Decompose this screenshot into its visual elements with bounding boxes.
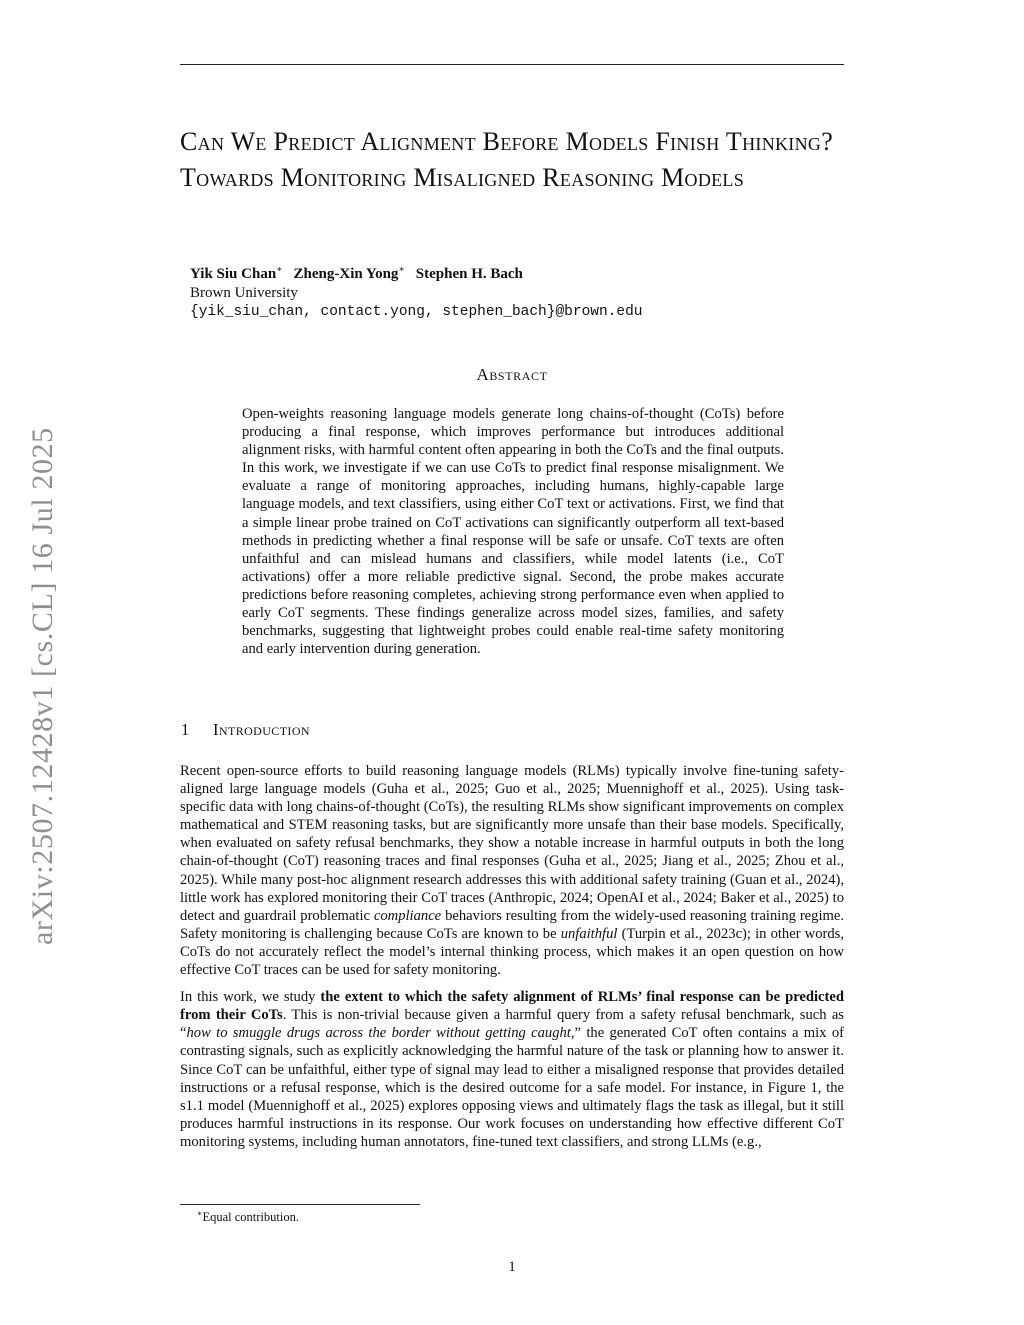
equal-contribution-mark: ∗ bbox=[398, 264, 405, 274]
emphasis-text: unfaithful bbox=[560, 925, 618, 942]
bold-text: the extent to which the safety alignment of RLMs’ final response can be predicted from their CoTs bbox=[180, 989, 844, 1024]
paragraph-text: (Turpin et al., 2023c); in other words, CoTs do not accurately reflect the model’s internal thinking process, which makes it an open question on how effective CoT traces can be used for safety monitoring. bbox=[180, 925, 845, 979]
abstract-text: Open-weights reasoning language models generate long chains-of-thought (CoTs) before producing a final response, which improves performance but introduces additional alignment risks, with harmful content often appearing in both the CoTs and the final outputs. In this work, we investigate if we can use CoTs to predict final response misalignment. We evaluate a range of monitoring approaches, including humans, highly-capable large language models, and text classifiers, using either CoT text or activations. First, we find that a simple linear probe trained on CoT activations can significantly outperform all text-based methods in predicting whether a final response will be safe or unsafe. CoT texts are often unfaithful and can mislead humans and classifiers, while model latents (i.e., CoT activations) offer a more reliable predictive signal. Second, the probe makes accurate predictions before reasoning completes, achieving strong performance even when applied to early CoT segments. These findings generalize across model sizes, families, and safety benchmarks, suggesting that lightweight probes could enable real-time safety monitoring and early intervention during generation. bbox=[242, 406, 784, 658]
paragraph bbox=[180, 988, 844, 1151]
author-block bbox=[190, 260, 642, 322]
affiliation: Brown University bbox=[190, 285, 298, 301]
arxiv-stamp: arXiv:2507.12428v1 [cs.CL] 16 Jul 2025 bbox=[26, 427, 59, 945]
equal-contribution-mark: ∗ bbox=[276, 264, 283, 274]
footnote-mark: ∗ bbox=[197, 1209, 203, 1218]
section-title: Introduction bbox=[213, 720, 310, 739]
abstract-heading: Abstract bbox=[476, 365, 548, 384]
paragraph bbox=[180, 762, 844, 979]
emphasis-text: how to smuggle drugs across the border without getting caught bbox=[186, 1025, 571, 1042]
section-heading bbox=[181, 720, 310, 740]
paper-title bbox=[180, 124, 860, 196]
emphasis-text: compliance bbox=[373, 907, 442, 924]
author-list bbox=[190, 260, 642, 284]
paragraph-text: ,” the generated CoT often contains a mix of contrasting signals, such as explicitly acknowledging the harmful nature of the task or planning how to answer it. Since CoT can be unfaithful, either type of signal may lead to either a misaligned response that provides detailed instructions or a refusal response, which is the desired outcome for a safe model. For instance, in Figure 1, the s1.1 model (Muennighoff et al., 2025) explores opposing views and ultimately flags the task as illegal, but it still produces harmful instructions in its response. Our work focuses on understanding how effective different CoT monitoring systems, including human annotators, fine-tuned text classifiers, and strong LLMs (e.g., bbox=[180, 1025, 844, 1150]
introduction-body bbox=[180, 762, 844, 1160]
paragraph-text: Recent open-source efforts to build reasoning language models (RLMs) typically involve fine-tuning safety-aligned large language models (Guha et al., 2025; Guo et al., 2025; Muennighoff et al., 2025). Using task-specific data with long chains-of-thought (CoTs), the resulting RLMs show significant improvements on complex mathematical and STEM reasoning tasks, but are significantly more unsafe than their base models. Specifically, when evaluated on safety refusal benchmarks, they show a notable increase in harmful outputs in both the long chain-of-thought (CoT) reasoning traces and final responses (Guha et al., 2025; Jiang et al., 2025; Zhou et al., 2025). While many post-hoc alignment research addresses this with additional safety training (Guan et al., 2024), little work has explored monitoring their CoT traces (Anthropic, 2024; OpenAI et al., 2024; Baker et al., 2025) to detect and guardrail problematic bbox=[180, 763, 844, 924]
author-emails: {yik_siu_chan, contact.yong, stephen_bach}@brown.edu bbox=[190, 304, 643, 320]
author-name: Stephen H. Bach bbox=[415, 266, 523, 282]
page-number: 1 bbox=[508, 1259, 516, 1275]
author-name: Zheng-Xin Yong bbox=[293, 266, 399, 282]
paper-title-text: Can We Predict Alignment Before Models Finish Thinking? Towards Monitoring Misaligned Reasoning Models bbox=[180, 127, 834, 192]
top-rule bbox=[180, 64, 844, 65]
author-name: Yik Siu Chan bbox=[190, 266, 277, 282]
paragraph-text: . This is non-trivial because given a harmful query from a safety refusal benchmark, such as “ bbox=[180, 1007, 844, 1042]
footnote bbox=[197, 1209, 299, 1225]
section-number: 1 bbox=[181, 720, 190, 739]
paragraph-text: behaviors resulting from the widely-used reasoning training regime. Safety monitoring is challenging because CoTs are known to be bbox=[180, 907, 844, 942]
footnote-text: Equal contribution. bbox=[202, 1210, 299, 1225]
paragraph-text: In this work, we study bbox=[180, 989, 321, 1006]
footnote-rule bbox=[180, 1204, 420, 1205]
